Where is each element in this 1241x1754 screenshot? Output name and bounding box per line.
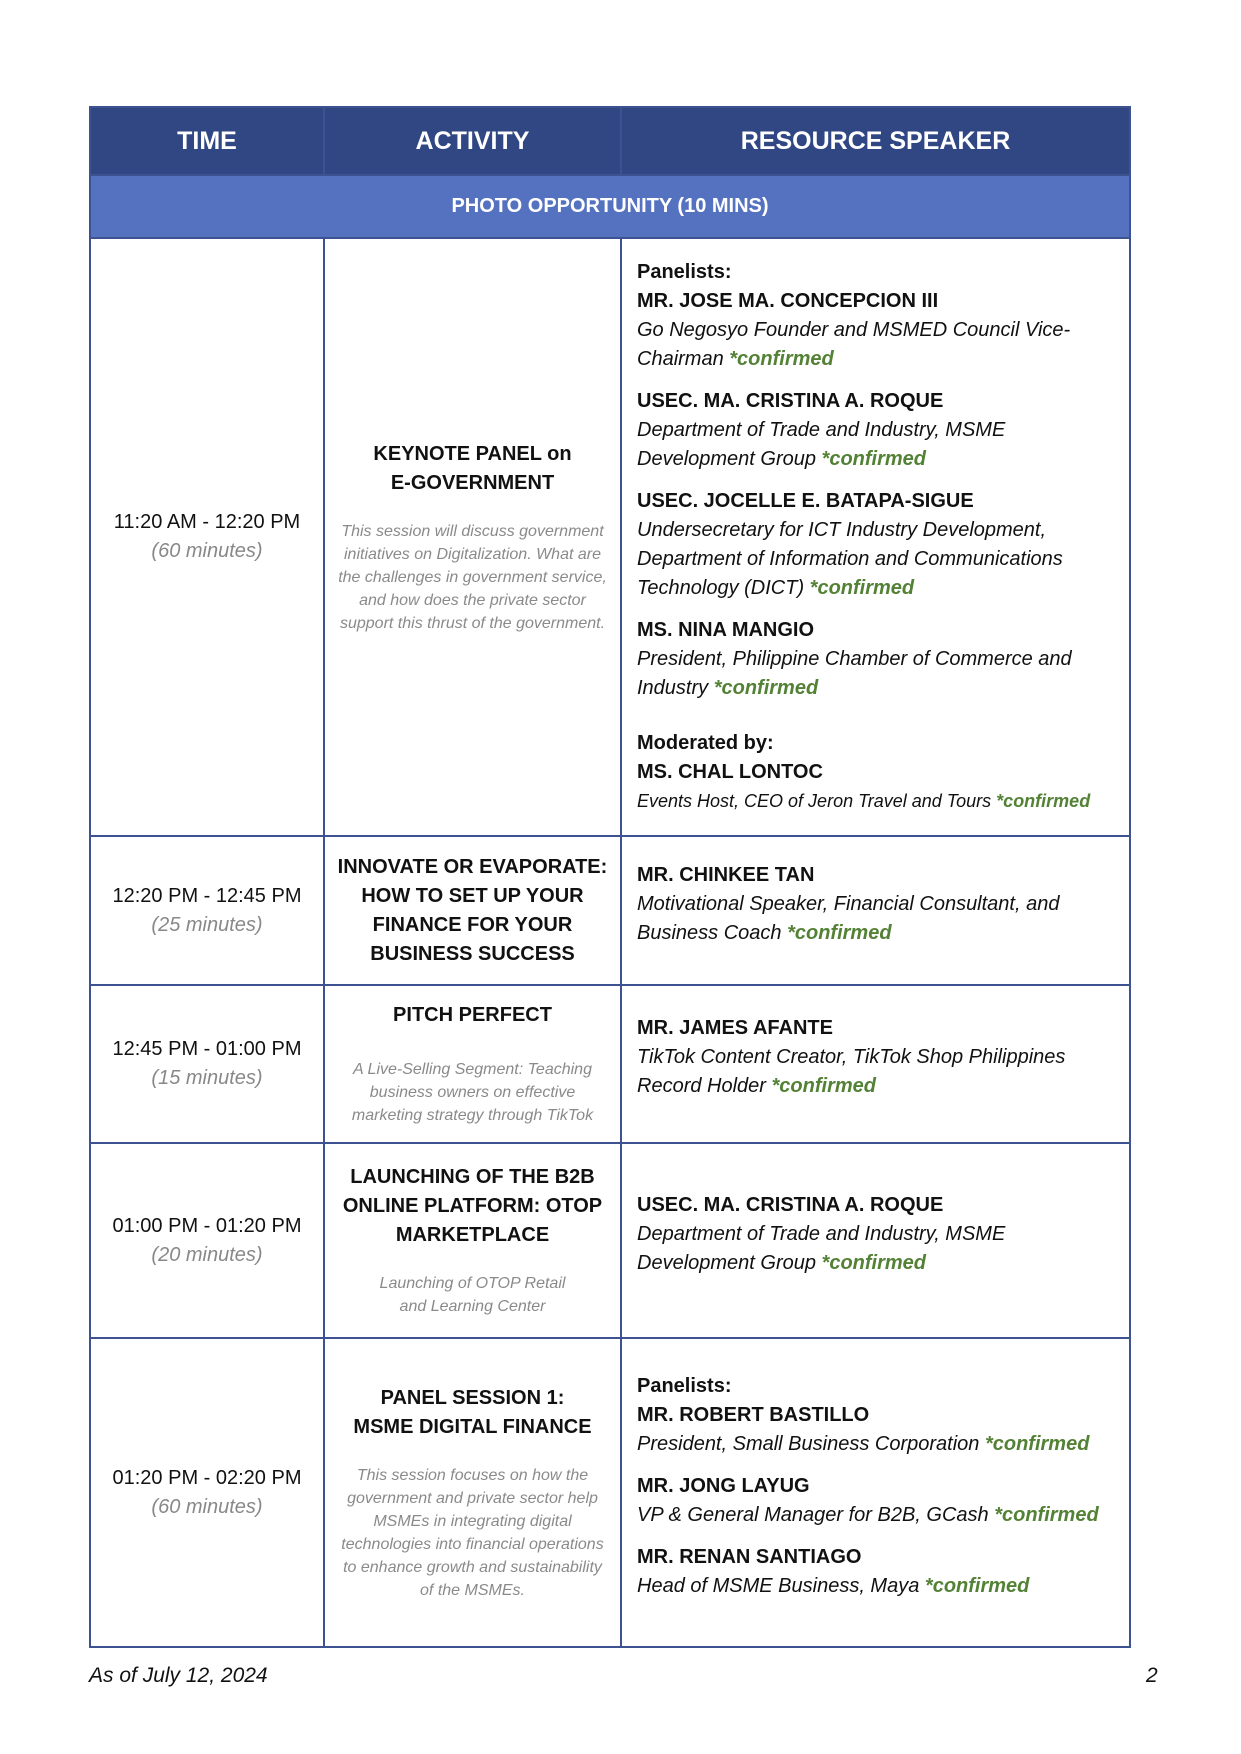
time-range: 12:20 PM - 12:45 PM <box>112 884 302 907</box>
activity-description: Launching of OTOP Retail and Learning Center <box>379 1275 566 1315</box>
duration: (60 minutes) <box>151 540 263 562</box>
photo-opportunity-row <box>90 175 1130 238</box>
speaker-title: President, Small Business Corporation <box>637 1432 980 1455</box>
time-range: 01:20 PM - 02:20 PM <box>112 1466 302 1489</box>
activity-title-line: PANEL SESSION 1: <box>380 1386 565 1409</box>
activity-title-line: BUSINESS SUCCESS <box>370 942 575 965</box>
time-cell <box>90 1143 324 1338</box>
duration: (20 minutes) <box>151 1243 263 1266</box>
activity-title-line: LAUNCHING OF THE B2B <box>350 1166 595 1188</box>
activity-cell <box>324 1338 621 1647</box>
speaker-cell <box>621 985 1130 1143</box>
moderator-title: Events Host, CEO of Jeron Travel and Tours <box>637 791 992 811</box>
confirmed-status: *confirmed <box>809 577 915 599</box>
confirmed-status: *confirmed <box>821 1251 927 1274</box>
moderator-role <box>637 787 1115 816</box>
speaker-role <box>637 316 1115 374</box>
time-range: 12:45 PM - 01:00 PM <box>112 1038 302 1060</box>
speaker <box>637 287 1115 374</box>
speaker-role <box>637 1572 1115 1601</box>
footer-date: As of July 12, 2024 <box>89 1664 268 1687</box>
speaker-title: TikTok Content Creator, TikTok Shop Philippines Record Holder <box>637 1046 1066 1097</box>
activity-title-line: PITCH PERFECT <box>393 1004 552 1026</box>
activity-title-line: MARKETPLACE <box>395 1224 550 1246</box>
speaker-role <box>637 890 1115 948</box>
table-row <box>90 238 1130 836</box>
duration: (60 minutes) <box>151 1495 263 1518</box>
activity-title <box>337 1163 608 1250</box>
speaker-cell <box>621 1338 1130 1647</box>
speaker-title: President, Philippine Chamber of Commerce and Industry <box>637 648 1072 699</box>
table-row <box>90 1143 1130 1338</box>
speaker-name: USEC. MA. CRISTINA A. ROQUE <box>637 1193 944 1216</box>
activity-title-line: INNOVATE OR EVAPORATE: <box>337 855 608 878</box>
activity-title <box>337 853 608 969</box>
speaker-title: Head of MSME Business, Maya <box>637 1574 920 1597</box>
header-row <box>90 107 1130 175</box>
speaker <box>637 1472 1115 1530</box>
activity-description: A Live-Selling Segment: Teaching business owners on effective marketing strategy through TikTok <box>351 1061 594 1124</box>
activity-title <box>337 1001 608 1030</box>
confirmed-status: *confirmed <box>771 1075 876 1097</box>
speaker-name: MR. JONG LAYUG <box>637 1474 810 1497</box>
confirmed-status: *confirmed <box>713 677 819 699</box>
activity-title-line: KEYNOTE PANEL on <box>373 442 572 465</box>
speaker-cell <box>621 836 1130 985</box>
time-cell <box>90 836 324 985</box>
panelists-label: Panelists: <box>637 261 732 283</box>
speaker-name: MR. CHINKEE TAN <box>637 863 815 886</box>
header-time: TIME <box>90 107 324 175</box>
time-range: 11:20 AM - 12:20 PM <box>113 511 301 533</box>
confirmed-status: *confirmed <box>821 448 927 470</box>
table-row <box>90 985 1130 1143</box>
speaker <box>637 1401 1115 1459</box>
speaker-name: MR. ROBERT BASTILLO <box>637 1403 870 1426</box>
header-speaker: RESOURCE SPEAKER <box>621 107 1130 175</box>
speaker-role <box>637 516 1115 603</box>
activity-title-line: HOW TO SET UP YOUR <box>361 884 584 907</box>
speaker-name: MR. JAMES AFANTE <box>637 1017 833 1039</box>
header-activity: ACTIVITY <box>324 107 621 175</box>
duration: (25 minutes) <box>151 913 263 936</box>
panelists-label: Panelists: <box>637 1374 732 1397</box>
activity-cell <box>324 985 621 1143</box>
time-cell <box>90 985 324 1143</box>
activity-cell <box>324 1143 621 1338</box>
moderator <box>637 729 1115 816</box>
speaker <box>637 1191 1115 1278</box>
moderator-label: Moderated by: <box>637 732 774 754</box>
speaker-name: MR. JOSE MA. CONCEPCION III <box>637 290 939 312</box>
moderator-name: MS. CHAL LONTOC <box>637 761 823 783</box>
time-cell <box>90 238 324 836</box>
speaker <box>637 1014 1115 1101</box>
activity-title-line: MSME DIGITAL FINANCE <box>353 1415 592 1438</box>
confirmed-status: *confirmed <box>984 1432 1090 1455</box>
speaker <box>637 387 1115 474</box>
speaker-name: USEC. JOCELLE E. BATAPA-SIGUE <box>637 490 974 512</box>
speaker <box>637 861 1115 948</box>
confirmed-status: *confirmed <box>924 1574 1030 1597</box>
speaker-title: Undersecretary for ICT Industry Development, Department of Information and Communications Technology (DICT) <box>637 519 1063 599</box>
speaker <box>637 1543 1115 1601</box>
page-number: 2 <box>1146 1664 1158 1687</box>
time-range: 01:00 PM - 01:20 PM <box>112 1214 302 1237</box>
speaker-name: USEC. MA. CRISTINA A. ROQUE <box>637 390 944 412</box>
activity-title-line: E-GOVERNMENT <box>390 471 555 494</box>
speaker-cell <box>621 238 1130 836</box>
agenda-table <box>89 106 1131 1648</box>
speaker-title: Department of Trade and Industry, MSME Development Group <box>637 419 1006 470</box>
confirmed-status: *confirmed <box>996 791 1091 811</box>
speaker <box>637 487 1115 603</box>
speaker <box>637 616 1115 703</box>
activity-cell <box>324 238 621 836</box>
speaker-role <box>637 645 1115 703</box>
speaker-role <box>637 1043 1115 1101</box>
confirmed-status: *confirmed <box>729 348 834 370</box>
activity-title-line: FINANCE FOR YOUR <box>372 913 573 936</box>
time-cell <box>90 1338 324 1647</box>
activity-description: This session focuses on how the government and private sector help MSMEs in integrating digital technologies into financial operations to enhance growth and sustainability of the MSMEs. <box>341 1466 604 1599</box>
activity-title-line: ONLINE PLATFORM: OTOP <box>342 1195 603 1217</box>
speaker-name: MS. NINA MANGIO <box>637 619 815 641</box>
activity-title <box>337 440 608 498</box>
photo-opportunity: PHOTO OPPORTUNITY (10 MINS) <box>90 175 1130 238</box>
speaker-name: MR. RENAN SANTIAGO <box>637 1545 862 1568</box>
duration: (15 minutes) <box>151 1067 263 1089</box>
table-row <box>90 836 1130 985</box>
confirmed-status: *confirmed <box>994 1503 1099 1526</box>
activity-cell <box>324 836 621 985</box>
confirmed-status: *confirmed <box>787 921 892 944</box>
table-row <box>90 1338 1130 1647</box>
speaker-role <box>637 1220 1115 1278</box>
speaker-title: Go Negosyo Founder and MSMED Council Vice-Chairman <box>637 319 1071 370</box>
speaker-title: Motivational Speaker, Financial Consultant, and Business Coach <box>637 892 1060 944</box>
speaker-role <box>637 1430 1115 1459</box>
activity-description: This session will discuss government initiatives on Digitalization. What are the challenges in government service, and how does the private sector support this thrust of the government. <box>338 522 607 632</box>
speaker-role <box>637 416 1115 474</box>
speaker-title: Department of Trade and Industry, MSME Development Group <box>637 1222 1006 1274</box>
speaker-cell <box>621 1143 1130 1338</box>
speaker-title: VP & General Manager for B2B, GCash <box>637 1503 989 1526</box>
speaker-role <box>637 1501 1115 1530</box>
activity-title <box>337 1384 608 1442</box>
